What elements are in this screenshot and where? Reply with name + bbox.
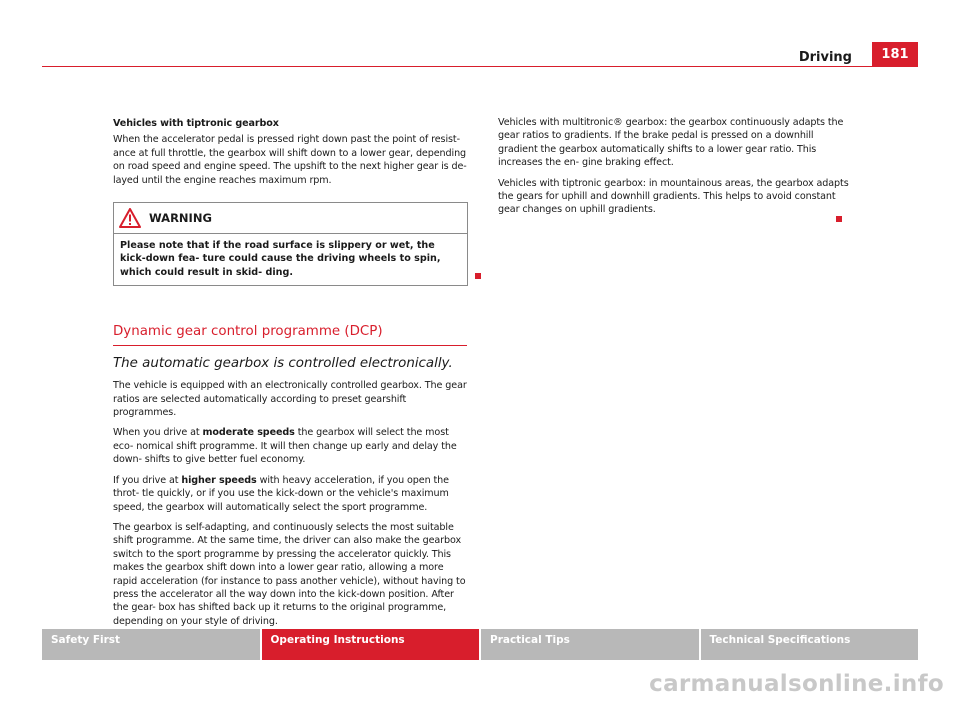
tab-practical-tips[interactable]: Practical Tips xyxy=(481,629,699,660)
tab-technical-specifications[interactable]: Technical Specifications xyxy=(701,629,919,660)
right-column xyxy=(498,116,855,224)
text-run: If you drive at xyxy=(113,474,182,486)
tab-safety-first[interactable]: Safety First xyxy=(42,629,260,660)
section-subtitle: The automatic gearbox is controlled electronically. xyxy=(113,356,453,372)
warning-header xyxy=(114,203,467,234)
emphasis-moderate-speeds: moderate speeds xyxy=(202,427,295,439)
body-paragraph xyxy=(113,474,467,514)
body-paragraph xyxy=(113,426,467,466)
intro-paragraph: When the accelerator pedal is pressed right down past the point of resist- ance at full throttle, the gearbox will shift down to a lower gear, depending on road speed and engine speed. The upshift to the next higher gear is de- layed until the engine reaches maximum rpm. xyxy=(113,134,467,186)
text-run: with heavy acceleration, if you open the throt- tle quickly, or if you use the kick-down or the vehicle's maximum speed, the gearbox will automatically select the sport programme. xyxy=(113,474,449,513)
body-paragraph: Vehicles with multitronic® gearbox: the gearbox continuously adapts the gear ratios to gradients. If the brake pedal is pressed on a downhill gradient the gearbox automatically shifts to a lower gear ratio. This increases the en- gine braking effect. xyxy=(498,117,844,169)
warning-box xyxy=(113,202,468,286)
tab-operating-instructions[interactable]: Operating Instructions xyxy=(262,629,480,660)
body-paragraph: Vehicles with tiptronic gearbox: in mountainous areas, the gearbox adapts the gears for uphill and downhill gradients. This helps to avoid constant gear changes on uphill gradients. xyxy=(498,177,849,216)
page-header-title: Driving xyxy=(798,50,852,65)
body-paragraph: The gearbox is self-adapting, and continuously selects the most suitable shift programme. At the same time, the driver can also make the gearbox switch to the sport programme by pressing the accelerator quickly. This makes the gearbox shift down into a lower gear ratio, allowing a more rapid acceleration (for instance to pass another vehicle), without having to press the accelerator all the way down into the kick-down position. After the gear- box has shifted back up it returns to the original programme, depending on your style of driving. xyxy=(113,521,466,627)
text-run: the gearbox will select the most eco- nomical shift programme. It will then change up early and delay the down- shifts to give better fuel economy. xyxy=(113,427,457,466)
watermark: carmanualsonline.info xyxy=(649,671,944,697)
text-run: When you drive at xyxy=(113,427,203,439)
warning-title: WARNING xyxy=(149,211,212,226)
section-title: Dynamic gear control programme (DCP) xyxy=(113,324,467,346)
end-of-section-marker xyxy=(475,273,481,279)
footer-nav xyxy=(42,629,918,660)
warning-triangle-icon xyxy=(119,208,141,228)
emphasis-higher-speeds: higher speeds xyxy=(181,474,257,486)
end-of-section-marker xyxy=(836,216,842,222)
header-rule xyxy=(42,66,918,67)
page-number: 181 xyxy=(872,42,918,67)
left-column xyxy=(113,117,467,635)
warning-text: Please note that if the road surface is slippery or wet, the kick-down fea- ture could cause the driving wheels to spin, which could result in skid- ding. xyxy=(120,240,441,278)
body-paragraph: The vehicle is equipped with an electronically controlled gearbox. The gear ratios are selected automatically according to preset gearshift programmes. xyxy=(113,380,467,419)
subheading: Vehicles with tiptronic gearbox xyxy=(113,118,279,129)
